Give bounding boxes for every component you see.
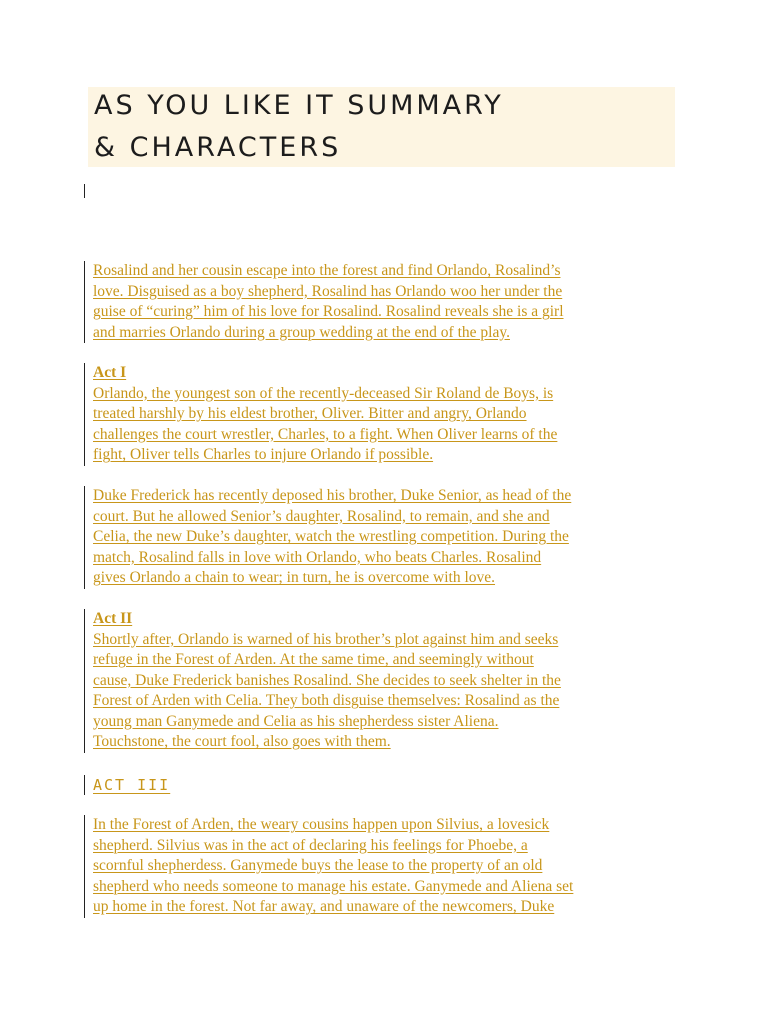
text-line[interactable]: court. But he allowed Senior’s daughter, Rosalind, to remain, and she and: [93, 507, 550, 525]
text-line[interactable]: fight, Oliver tells Charles to injure Orlando if possible.: [93, 446, 434, 463]
page-title-line-2: & CHARACTERS: [94, 132, 342, 163]
text-line[interactable]: match, Rosalind falls in love with Orlando, who beats Charles. Rosalind: [93, 548, 542, 566]
text-line[interactable]: treated harshly by his eldest brother, Oliver. Bitter and angry, Orlando: [93, 405, 527, 422]
text-line[interactable]: up home in the forest. Not far away, and unaware of the newcomers, Duke: [93, 898, 555, 915]
text-line[interactable]: Duke Frederick has recently deposed his brother, Duke Senior, as head of the: [93, 487, 572, 504]
act3-heading-block[interactable]: [93, 775, 693, 795]
text-line[interactable]: cause, Duke Frederick banishes Rosalind. She decides to seek shelter in the: [93, 671, 561, 689]
text-line[interactable]: young man Ganymede and Celia as his shepherdess sister Aliena.: [93, 712, 499, 730]
act1-section[interactable]: [93, 363, 693, 466]
text-line[interactable]: love. Disguised as a boy shepherd, Rosalind has Orlando woo her under the: [93, 282, 563, 300]
act3-paragraph[interactable]: [93, 815, 693, 918]
text-line[interactable]: Orlando, the youngest son of the recently-deceased Sir Roland de Boys, is: [93, 384, 554, 402]
text-line[interactable]: challenges the court wrestler, Charles, to a fight. When Oliver learns of the: [93, 425, 558, 443]
text-line[interactable]: and marries Orlando during a group wedding at the end of the play.: [93, 323, 510, 341]
text-line[interactable]: Celia, the new Duke’s daughter, watch the wrestling competition. During the: [93, 528, 569, 545]
text-line[interactable]: Forest of Arden with Celia. They both disguise themselves: Rosalind as the: [93, 692, 560, 709]
text-line[interactable]: Touchstone, the court fool, also goes with them.: [93, 733, 391, 750]
text-line[interactable]: guise of “curing” him of his love for Rosalind. Rosalind reveals she is a girl: [93, 303, 564, 320]
act1-heading[interactable]: Act I: [93, 364, 127, 381]
text-line[interactable]: Rosalind and her cousin escape into the forest and find Orlando, Rosalind’s: [93, 262, 561, 279]
text-line[interactable]: refuge in the Forest of Arden. At the same time, and seemingly without: [93, 651, 534, 668]
act2-section[interactable]: [93, 609, 693, 753]
act3-heading[interactable]: ACT III: [93, 776, 171, 794]
title-banner: [88, 87, 675, 167]
page-title-line-1: AS YOU LIKE IT SUMMARY: [94, 90, 504, 121]
text-line[interactable]: gives Orlando a chain to wear; in turn, he is overcome with love.: [93, 569, 496, 586]
act1-paragraph-2[interactable]: [93, 486, 693, 589]
act2-heading[interactable]: Act II: [93, 610, 133, 627]
text-line[interactable]: shepherd who needs someone to manage his estate. Ganymede and Aliena set: [93, 877, 574, 895]
intro-paragraph[interactable]: [93, 261, 693, 343]
text-line[interactable]: In the Forest of Arden, the weary cousins happen upon Silvius, a lovesick: [93, 816, 550, 833]
text-cursor: [84, 184, 85, 198]
text-line[interactable]: scornful shepherdess. Ganymede buys the lease to the property of an old: [93, 857, 543, 874]
text-line[interactable]: Shortly after, Orlando is warned of his brother’s plot against him and seeks: [93, 630, 559, 648]
text-line[interactable]: shepherd. Silvius was in the act of declaring his feelings for Phoebe, a: [93, 836, 528, 854]
